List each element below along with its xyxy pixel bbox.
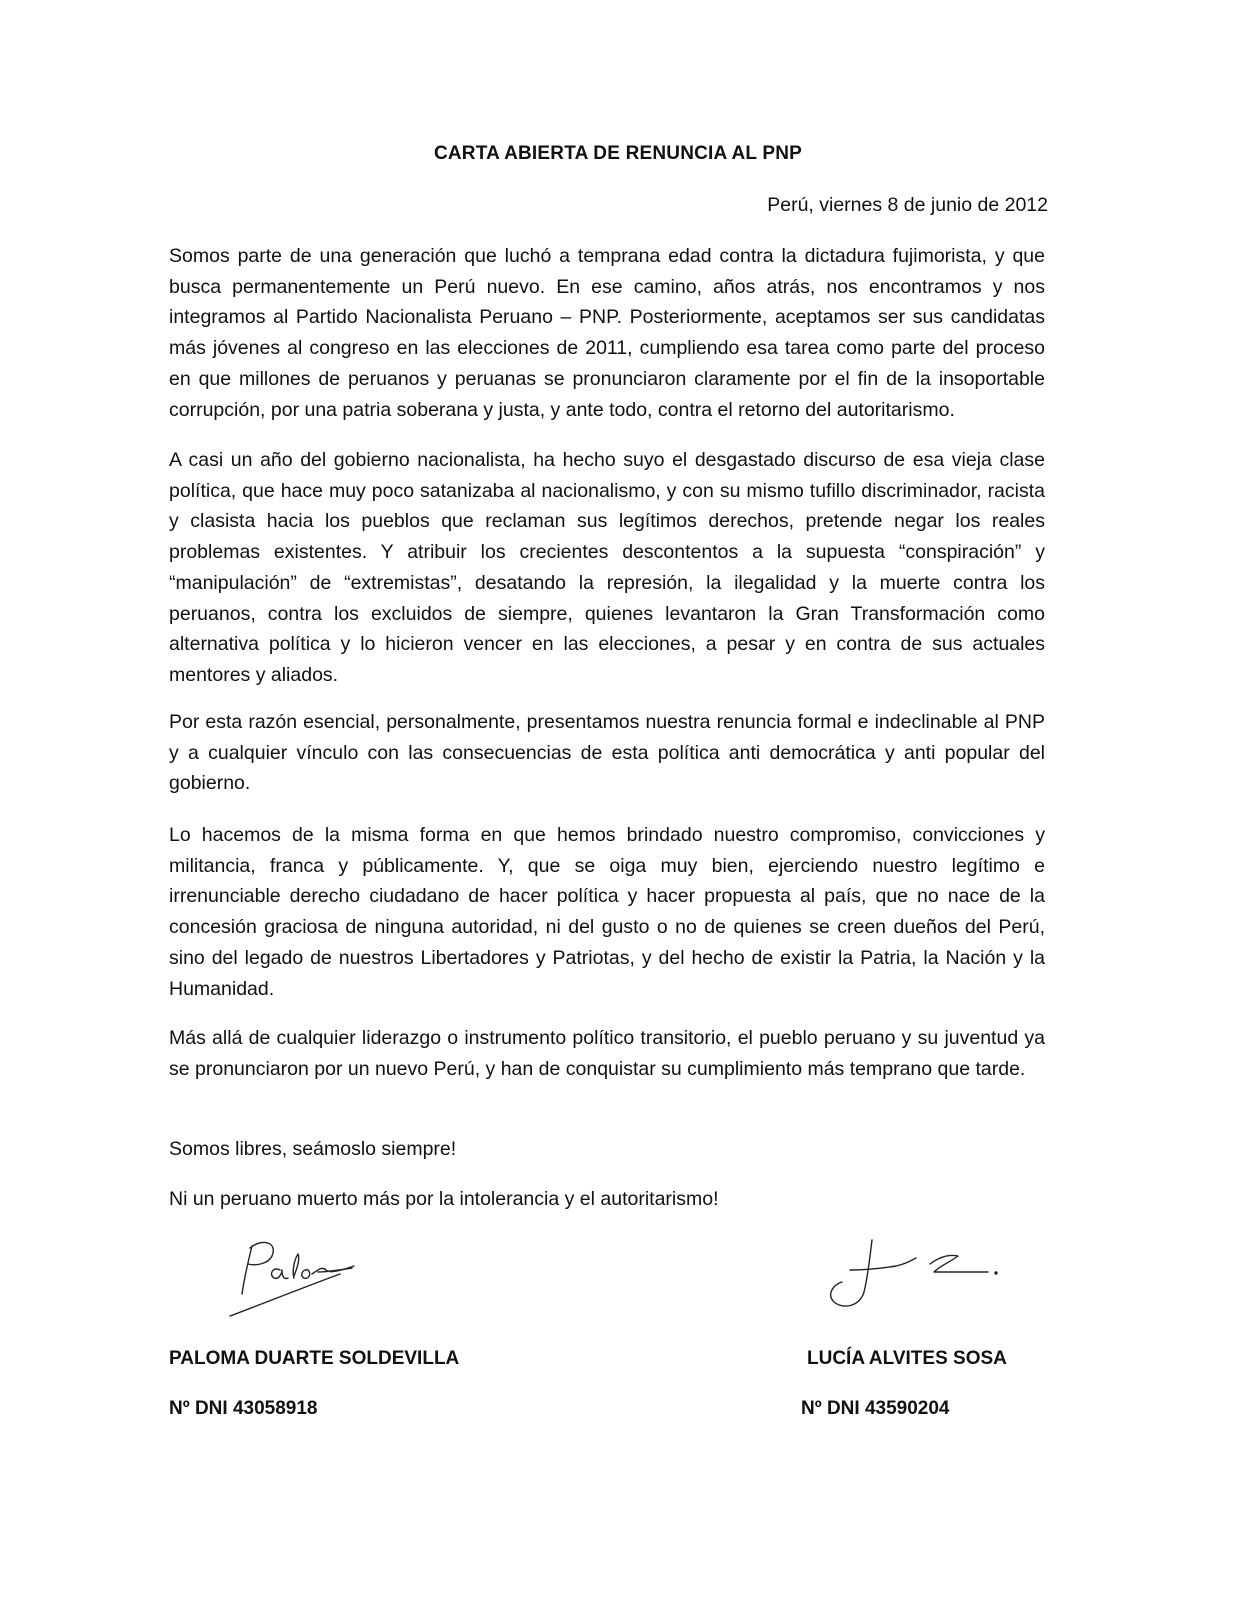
paragraph-2: A casi un año del gobierno nacionalista, ha hecho suyo el desgastado discurso de esa vieja clase política, que hace muy poco satanizaba al nacionalismo, y con su mismo tufillo discriminador, racista y clasista hacia los pueblos que reclaman sus legítimos derechos, pretende negar los reales problemas existentes. Y atribuir los crecientes descontentos a la supuesta “conspiración” y “manipulación” de “extremistas”, desatando la represión, la ilegalidad y la muerte contra los peruanos, contra los excluidos de siempre, quienes levantaron la Gran Transformación como alternativa política y lo hicieron vencer en las elecciones, a pesar y en contra de sus actuales mentores y aliados. bbox=[169, 449, 1045, 686]
signatory-dni-2: Nº DNI 43590204 bbox=[801, 1398, 950, 1419]
paragraph-1: Somos parte de una generación que luchó a temprana edad contra la dictadura fujimorista, y que busca permanentemente un Perú nuevo. En ese camino, años atrás, nos encontramos y nos integramos al Partido Nacionalista Peruano – PNP. Posteriormente, aceptamos ser sus candidatas más jóvenes al congreso en las elecciones de 2011, cumpliendo esa tarea como parte del proceso en que millones de peruanos y peruanas se pronunciaron claramente por el fin de la insoportable corrupción, por una patria soberana y justa, y ante todo, contra el retorno del autoritarismo. bbox=[169, 245, 1045, 421]
handwritten-signature-icon bbox=[222, 1232, 362, 1322]
paragraph-5: Más allá de cualquier liderazgo o instrumento político transitorio, el pueblo peruano y su juventud ya se pronunciaron por un nuevo Perú, y han de conquistar su cumplimiento más temprano que tarde. bbox=[169, 1027, 1045, 1080]
paragraph-4: Lo hacemos de la misma forma en que hemos brindado nuestro compromiso, convicciones y militancia, franca y públicamente. Y, que se oiga muy bien, ejerciendo nuestro legítimo e irrenunciable derecho ciudadano de hacer política y hacer propuesta al país, que no nace de la concesión graciosa de ninguna autoridad, ni del gusto o no de quienes se creen dueños del Perú, sino del legado de nuestros Libertadores y Patriotas, y del hecho de existir la Patria, la Nación y la Humanidad. bbox=[169, 824, 1045, 1000]
paragraph-3: Por esta razón esencial, personalmente, presentamos nuestra renuncia formal e indeclinable al PNP y a cualquier vínculo con las consecuencias de esta política anti democrática y anti popular del gobierno. bbox=[169, 711, 1045, 795]
signatory-dni-1: Nº DNI 43058918 bbox=[169, 1398, 318, 1419]
handwritten-signature-icon bbox=[820, 1236, 1005, 1316]
closing-line-1: Somos libres, seámoslo siempre! bbox=[169, 1138, 457, 1160]
signatory-name-1: PALOMA DUARTE SOLDEVILLA bbox=[169, 1348, 460, 1369]
signatory-name-2: LUCÍA ALVITES SOSA bbox=[807, 1348, 1007, 1369]
letter-title: CARTA ABIERTA DE RENUNCIA AL PNP bbox=[433, 143, 803, 164]
date-line: Perú, viernes 8 de junio de 2012 bbox=[767, 194, 1048, 216]
closing-line-2: Ni un peruano muerto más por la intolerancia y el autoritarismo! bbox=[169, 1188, 719, 1210]
